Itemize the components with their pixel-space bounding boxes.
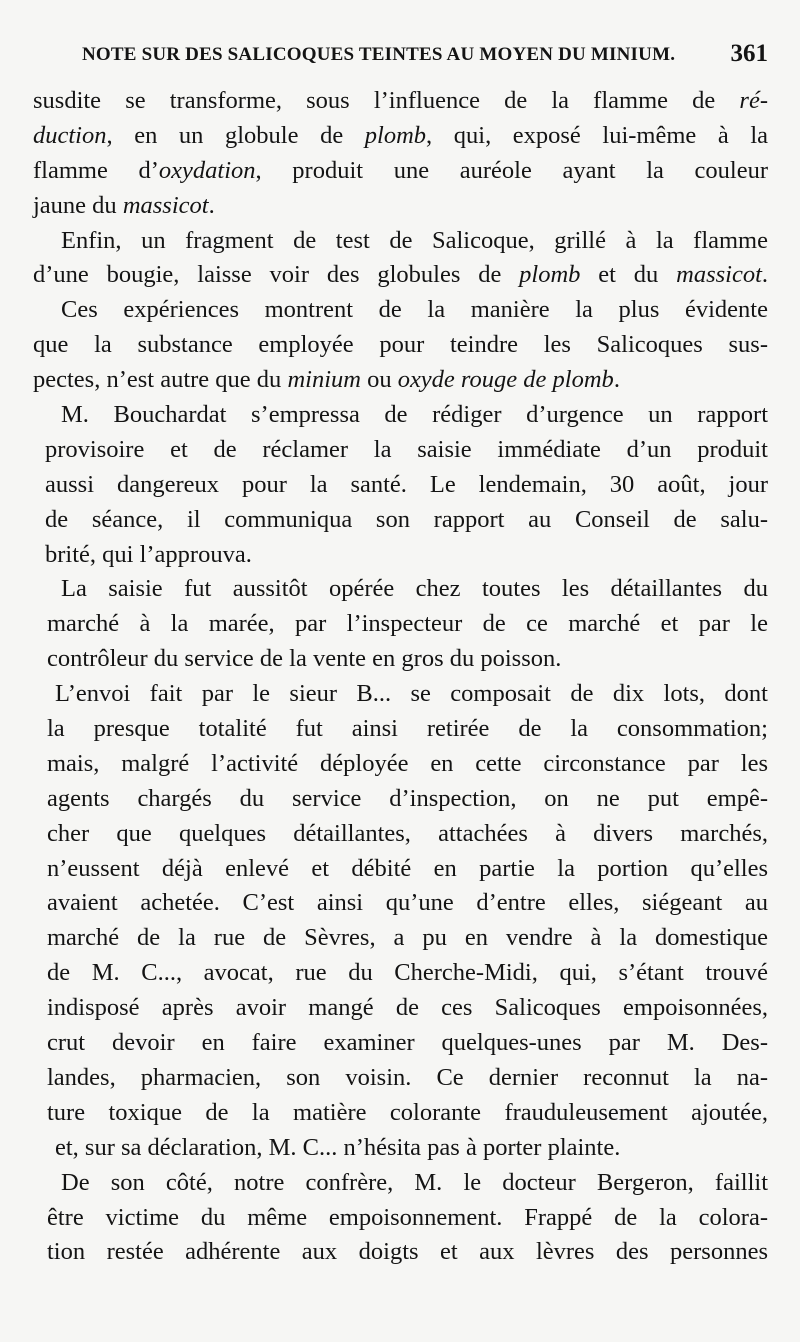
text-line: de séance, il communiqua son rapport au Conseil de salu- — [45, 505, 768, 533]
text-line: crut devoir en faire examiner quelques-unes par M. Des- — [47, 1029, 768, 1057]
text-line: brité, qui l’approuva. — [45, 540, 252, 568]
text-line: indisposé après avoir mangé de ces Salicoques empoisonnées, — [47, 994, 768, 1022]
text-line: pectes, n’est autre que du minium ou oxyde rouge de plomb. — [33, 366, 620, 394]
text-line: De son côté, notre confrère, M. le docteur Bergeron, faillit — [61, 1168, 768, 1196]
text-line: que la substance employée pour teindre les Salicoques sus- — [33, 331, 768, 359]
text-line: susdite se transforme, sous l’influence de la flamme de ré- — [33, 87, 768, 114]
text-line: duction, en un globule de plomb, qui, exposé lui-même à la — [33, 121, 768, 149]
text-line: La saisie fut aussitôt opérée chez toutes les détaillantes du — [61, 575, 768, 603]
text-line: marché à la marée, par l’inspecteur de ce marché et par le — [47, 610, 768, 638]
text-line: d’une bougie, laisse voir des globules de plomb et du massicot. — [33, 261, 768, 289]
text-line: et, sur sa déclaration, M. C... n’hésita pas à porter plainte. — [55, 1133, 621, 1161]
text-line: M. Bouchardat s’empressa de rédiger d’urgence un rapport — [61, 401, 768, 429]
running-title: NOTE SUR DES SALICOQUES TEINTES AU MOYEN DU MINIUM. — [82, 44, 676, 65]
text-line: cher que quelques détaillantes, attachées à divers marchés, — [47, 819, 768, 847]
text-line: Enfin, un fragment de test de Salicoque, grillé à la flamme — [61, 226, 768, 254]
text-line: la presque totalité fut ainsi retirée de la consommation; — [47, 715, 768, 743]
body-text — [33, 84, 768, 1270]
text-line: jaune du massicot. — [33, 191, 215, 219]
text-line: n’eussent déjà enlevé et débité en partie la portion qu’elles — [47, 854, 768, 882]
text-line: contrôleur du service de la vente en gros du poisson. — [47, 645, 562, 673]
text-line: ture toxique de la matière colorante frauduleusement ajoutée, — [47, 1098, 768, 1126]
text-line: flamme d’oxydation, produit une auréole ayant la couleur — [33, 156, 768, 184]
text-line: avaient achetée. C’est ainsi qu’une d’entre elles, siégeant au — [47, 889, 768, 917]
text-line: provisoire et de réclamer la saisie immédiate d’un produit — [45, 435, 768, 463]
text-line: agents chargés du service d’inspection, on ne put empê- — [47, 784, 768, 812]
running-head — [82, 40, 768, 74]
text-line: mais, malgré l’activité déployée en cette circonstance par les — [47, 749, 768, 777]
text-line: de M. C..., avocat, rue du Cherche-Midi, qui, s’étant trouvé — [47, 959, 768, 987]
page-number: 361 — [730, 40, 768, 67]
text-line: Ces expériences montrent de la manière la plus évidente — [61, 296, 768, 324]
text-line: landes, pharmacien, son voisin. Ce dernier reconnut la na- — [47, 1063, 768, 1091]
text-line: être victime du même empoisonnement. Frappé de la colora- — [47, 1203, 768, 1231]
text-line: marché de la rue de Sèvres, a pu en vendre à la domestique — [47, 924, 768, 952]
text-line: aussi dangereux pour la santé. Le lendemain, 30 août, jour — [45, 470, 768, 498]
text-line: L’envoi fait par le sieur B... se composait de dix lots, dont — [55, 680, 768, 708]
text-line: tion restée adhérente aux doigts et aux lèvres des personnes — [47, 1238, 768, 1266]
